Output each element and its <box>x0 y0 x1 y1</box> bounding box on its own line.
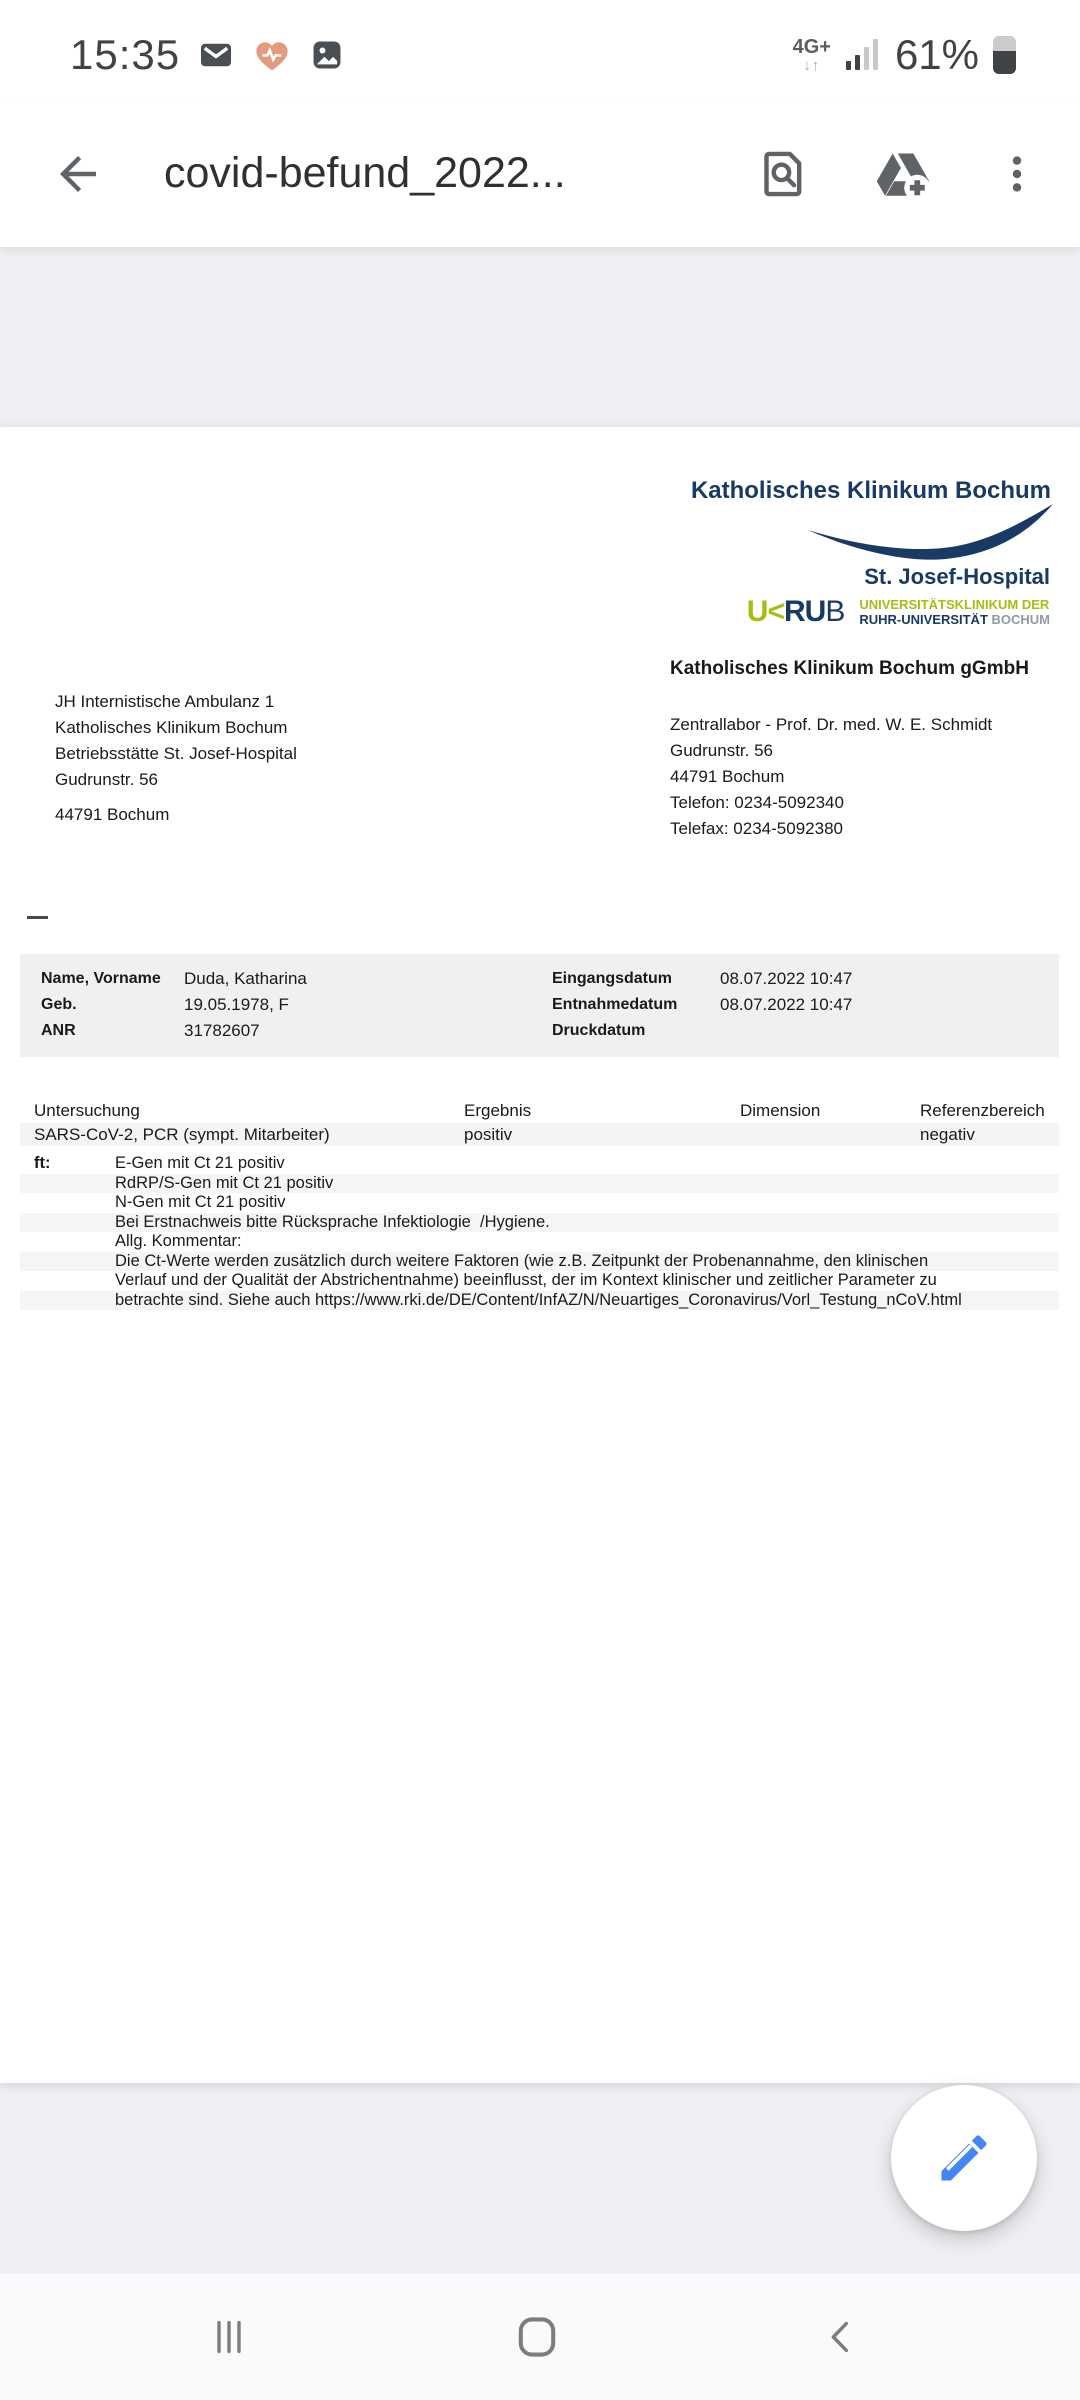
add-to-drive-button[interactable] <box>874 145 932 203</box>
app-bar <box>0 100 1080 248</box>
lab-line: 44791 Bochum <box>670 767 785 786</box>
status-bar <box>0 0 1080 100</box>
clock: 15:35 <box>70 31 181 78</box>
pencil-icon <box>934 2128 994 2188</box>
network-type-label: 4G+ <box>792 36 831 58</box>
fold-mark <box>27 916 48 919</box>
gallery-notification-icon <box>310 38 344 72</box>
results-col-untersuchung: Untersuchung <box>34 1101 140 1120</box>
results-col-ergebnis: Ergebnis <box>464 1101 532 1120</box>
footnote-line: Allg. Kommentar: <box>115 1232 242 1250</box>
ukrub-subtitle <box>859 597 1050 629</box>
result-reference: negativ <box>920 1125 975 1144</box>
footnote-line: N-Gen mit Ct 21 positiv <box>115 1193 286 1211</box>
find-in-document-button[interactable] <box>756 146 812 202</box>
pdf-viewer-area <box>0 248 1080 2274</box>
ukrub-ru: RU <box>783 595 826 628</box>
battery-percentage: 61% <box>894 31 979 78</box>
footnote-line: E-Gen mit Ct 21 positiv <box>115 1154 285 1172</box>
footnote-line: Verlauf und der Qualität der Abstrichentnahme) beeinflusst, der im Kontext klinischer und zeitlicher Parameter zu <box>115 1271 937 1289</box>
results-col-dimension: Dimension <box>740 1101 821 1120</box>
footnote-line: betrachte sind. Siehe auch https://www.rki.de/DE/Content/InfAZ/N/Neuartiges_Coronavirus/Vorl_Testung_nCoV.html <box>20 1291 1059 1311</box>
patient-label: Geb. <box>41 996 77 1013</box>
results-col-referenzbereich: Referenzbereich <box>920 1101 1045 1120</box>
signal-strength-icon <box>843 36 881 74</box>
patient-info-band <box>20 954 1059 1057</box>
ukrub-subtitle-ruhr: RUHR-UNIVERSITÄT <box>859 612 988 627</box>
recents-button[interactable] <box>193 2274 265 2400</box>
patient-label: Druckdatum <box>552 1022 646 1039</box>
result-test-name: SARS-CoV-2, PCR (sympt. Mitarbeiter) <box>34 1125 330 1144</box>
logo-hospital-name: St. Josef-Hospital <box>864 564 1050 589</box>
lab-line: Telefax: 0234-5092380 <box>670 819 843 838</box>
footnote-label: ft: <box>34 1154 51 1172</box>
ukrub-uk: U< <box>746 595 784 628</box>
document-title: covid-befund_2022... <box>164 149 566 197</box>
data-traffic-arrows-icon: ↓↑ <box>803 57 821 74</box>
ukrub-subtitle-line2 <box>859 612 1050 627</box>
system-nav-bar <box>0 2274 1080 2400</box>
ukrub-b: B <box>825 595 845 628</box>
lab-address-block <box>670 712 992 842</box>
eingangsdatum-value: 08.07.2022 10:47 <box>720 969 853 988</box>
patient-values-right <box>720 966 852 1018</box>
status-system-indicators <box>793 31 1016 79</box>
result-row <box>20 1123 1059 1146</box>
patient-label: Name, Vorname <box>41 970 161 987</box>
back-chevron-icon <box>818 2314 864 2360</box>
logo-ukrub <box>747 595 1050 629</box>
logo-org-name: Katholisches Klinikum Bochum <box>690 477 1051 504</box>
patient-anr: 31782607 <box>184 1021 260 1040</box>
pdf-page[interactable] <box>0 427 1080 2083</box>
entnahmedatum-value: 08.07.2022 10:47 <box>720 995 853 1014</box>
ukrub-subtitle-line1: UNIVERSITÄTSKLINIKUM DER <box>859 597 1050 612</box>
results-header-row <box>0 1101 1080 1122</box>
logo-swoosh-icon <box>808 503 1053 566</box>
overflow-menu-button[interactable] <box>994 151 1040 197</box>
result-value: positiv <box>464 1125 513 1144</box>
back-nav-button[interactable] <box>805 2274 877 2400</box>
sender-line: Katholisches Klinikum Bochum <box>55 718 288 737</box>
email-notification-icon <box>198 37 234 73</box>
sender-address-block <box>55 689 297 793</box>
sender-line: JH Internistische Ambulanz 1 <box>55 692 275 711</box>
home-button[interactable] <box>501 2274 573 2400</box>
recents-icon <box>205 2313 253 2361</box>
sender-line: Betriebsstätte St. Josef-Hospital <box>55 744 297 763</box>
battery-fill <box>993 51 1016 74</box>
footnote-line: Bei Erstnachweis bitte Rücksprache Infektiologie /Hygiene. <box>20 1213 1059 1233</box>
ukrub-wordmark <box>747 595 845 629</box>
battery-icon <box>993 36 1016 74</box>
lab-line: Zentrallabor - Prof. Dr. med. W. E. Schmidt <box>670 715 993 734</box>
footnote-line: Die Ct-Werte werden zusätzlich durch weitere Faktoren (wie z.B. Zeitpunkt der Probenannahme, den klinischen <box>20 1252 1059 1272</box>
status-notifications <box>70 31 344 79</box>
patient-label: Entnahmedatum <box>552 996 678 1013</box>
home-icon <box>510 2310 564 2364</box>
patient-label: Eingangsdatum <box>552 970 673 987</box>
lab-line: Telefon: 0234-5092340 <box>670 793 844 812</box>
sender-city: 44791 Bochum <box>55 805 170 824</box>
patient-birthdate: 19.05.1978, F <box>184 995 289 1014</box>
patient-label: ANR <box>41 1022 76 1039</box>
sender-line: Gudrunstr. 56 <box>55 770 159 789</box>
patient-labels-right <box>552 966 677 1044</box>
ukrub-subtitle-bochum: BOCHUM <box>987 612 1050 627</box>
back-button[interactable] <box>50 146 106 202</box>
patient-labels-left <box>41 966 161 1044</box>
lab-title: Katholisches Klinikum Bochum gGmbH <box>670 658 1029 679</box>
patient-values-left <box>184 966 307 1044</box>
app-bar-actions <box>756 145 1040 203</box>
lab-line: Gudrunstr. 56 <box>670 741 774 760</box>
health-heart-notification-icon <box>252 35 292 75</box>
edit-fab-button[interactable] <box>891 2085 1037 2231</box>
network-type-indicator <box>793 37 831 73</box>
patient-name: Duda, Katharina <box>184 969 307 988</box>
footnote-line: RdRP/S-Gen mit Ct 21 positiv <box>20 1174 1059 1194</box>
